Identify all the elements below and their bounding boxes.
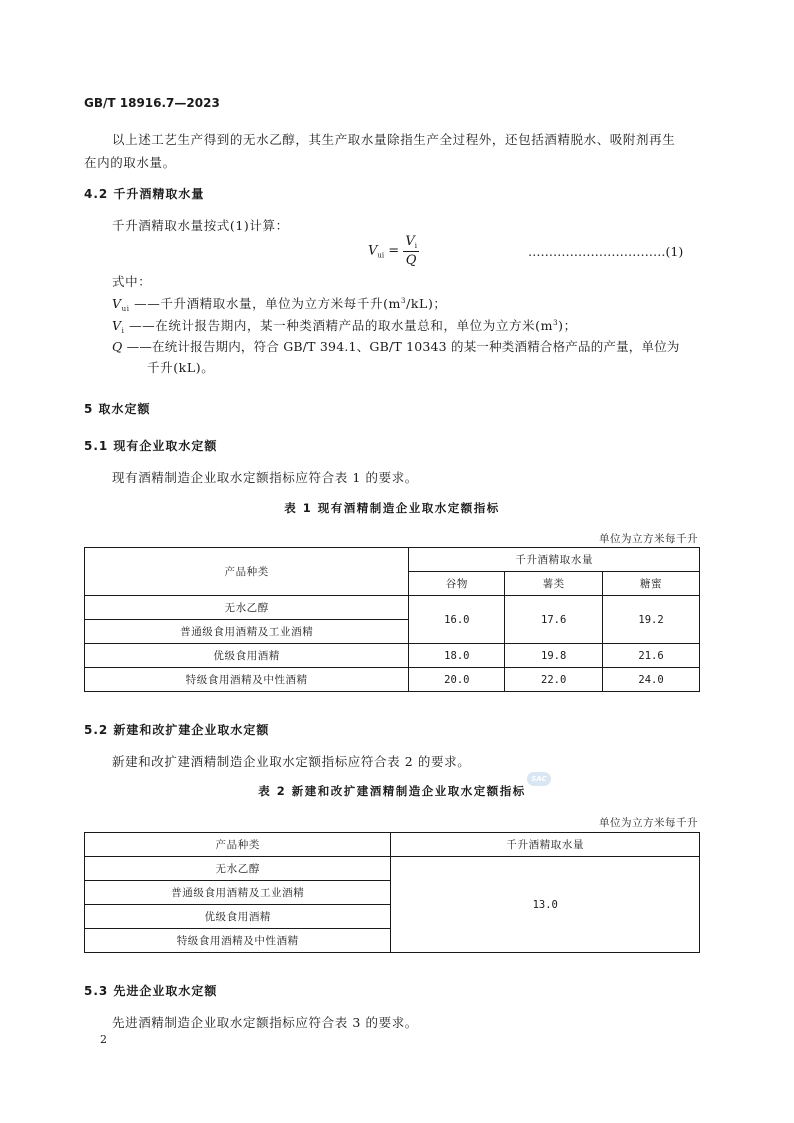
table1-header-tuber: 薯类 bbox=[505, 572, 603, 596]
intro-paragraph-line1: 以上述工艺生产得到的无水乙醇，其生产取水量除指生产全过程外，还包括酒精脱水、吸附剂再生 bbox=[112, 132, 676, 147]
page-number: 2 bbox=[100, 1033, 107, 1046]
table2-row-product: 优级食用酒精 bbox=[85, 905, 391, 929]
formula-1 bbox=[368, 234, 419, 268]
table1-cell: 22.0 bbox=[505, 668, 603, 692]
definition-q: Q ——在统计报告期内，符合 GB/T 394.1、GB/T 10343 的某一种类酒精合格产品的产量，单位为 bbox=[112, 339, 680, 354]
where-label: 式中： bbox=[112, 274, 152, 289]
section-5-heading: 5 取水定额 bbox=[84, 402, 151, 416]
table1-caption: 表 1 现有酒精制造企业取水定额指标 bbox=[284, 501, 500, 515]
table2-header-product: 产品种类 bbox=[85, 833, 391, 857]
table2 bbox=[84, 832, 700, 953]
formula-intro-text: 千升酒精取水量按式(1)计算： bbox=[112, 218, 289, 233]
formula-equals: = bbox=[384, 243, 404, 259]
table1-row-product: 无水乙醇 bbox=[85, 596, 409, 620]
table1-cell: 21.6 bbox=[603, 644, 700, 668]
section-5-1-heading: 5.1 现有企业取水定额 bbox=[84, 439, 218, 453]
section-5-3-heading: 5.3 先进企业取水定额 bbox=[84, 984, 218, 998]
section-5-3-text: 先进酒精制造企业取水定额指标应符合表 3 的要求。 bbox=[112, 1015, 418, 1030]
table1-cell: 17.6 bbox=[505, 596, 603, 644]
section-5-1-text: 现有酒精制造企业取水定额指标应符合表 1 的要求。 bbox=[112, 470, 418, 485]
formula-numerator: $V_i$ bbox=[405, 234, 417, 250]
table1-cell: 19.2 bbox=[603, 596, 700, 644]
intro-paragraph-line2: 在内的取水量。 bbox=[84, 155, 176, 170]
table2-row-product: 普通级食用酒精及工业酒精 bbox=[85, 881, 391, 905]
formula-denominator: Q bbox=[405, 253, 417, 268]
section-5-2-heading: 5.2 新建和改扩建企业取水定额 bbox=[84, 723, 270, 737]
section-5-2-text: 新建和改扩建酒精制造企业取水定额指标应符合表 2 的要求。 bbox=[112, 754, 471, 769]
formula-lhs-subscript: ui bbox=[377, 251, 385, 260]
table2-row-product: 无水乙醇 bbox=[85, 857, 391, 881]
sac-watermark-logo: SAC bbox=[527, 772, 551, 786]
formula-lhs: V bbox=[368, 243, 378, 259]
table2-cell: 13.0 bbox=[391, 857, 700, 953]
formula-fraction bbox=[403, 234, 419, 268]
table1-row-product: 优级食用酒精 bbox=[85, 644, 409, 668]
table1-row-product: 普通级食用酒精及工业酒精 bbox=[85, 620, 409, 644]
table1-cell: 16.0 bbox=[409, 596, 505, 644]
table1 bbox=[84, 547, 700, 692]
standard-number-header: GB/T 18916.7—2023 bbox=[84, 96, 220, 110]
table2-header-value: 千升酒精取水量 bbox=[391, 833, 700, 857]
table1-unit: 单位为立方米每千升 bbox=[599, 533, 698, 545]
table2-caption: 表 2 新建和改扩建酒精制造企业取水定额指标 bbox=[258, 784, 526, 798]
section-4-2-heading: 4.2 千升酒精取水量 bbox=[84, 187, 205, 201]
table2-row-product: 特级食用酒精及中性酒精 bbox=[85, 929, 391, 953]
table1-header-product: 产品种类 bbox=[85, 548, 409, 596]
table2-unit: 单位为立方米每千升 bbox=[599, 817, 698, 829]
table1-cell: 24.0 bbox=[603, 668, 700, 692]
table1-cell: 19.8 bbox=[505, 644, 603, 668]
table1-cell: 18.0 bbox=[409, 644, 505, 668]
table1-header-grain: 谷物 bbox=[409, 572, 505, 596]
definition-vi: $V_i$ ——在统计报告期内，某一种类酒精产品的取水量总和，单位为立方米$(m^3)$； bbox=[112, 318, 577, 335]
table1-row-product: 特级食用酒精及中性酒精 bbox=[85, 668, 409, 692]
formula-number-label: ……………………………(1) bbox=[528, 244, 684, 259]
definition-vui: $V_{ui}$ ——千升酒精取水量，单位为立方米每千升$(m^3/kL)$； bbox=[112, 296, 447, 313]
definition-q-line2: 千升(kL)。 bbox=[147, 360, 215, 375]
table1-cell: 20.0 bbox=[409, 668, 505, 692]
table1-header-molasses: 糖蜜 bbox=[603, 572, 700, 596]
table1-header-group: 千升酒精取水量 bbox=[409, 548, 700, 572]
